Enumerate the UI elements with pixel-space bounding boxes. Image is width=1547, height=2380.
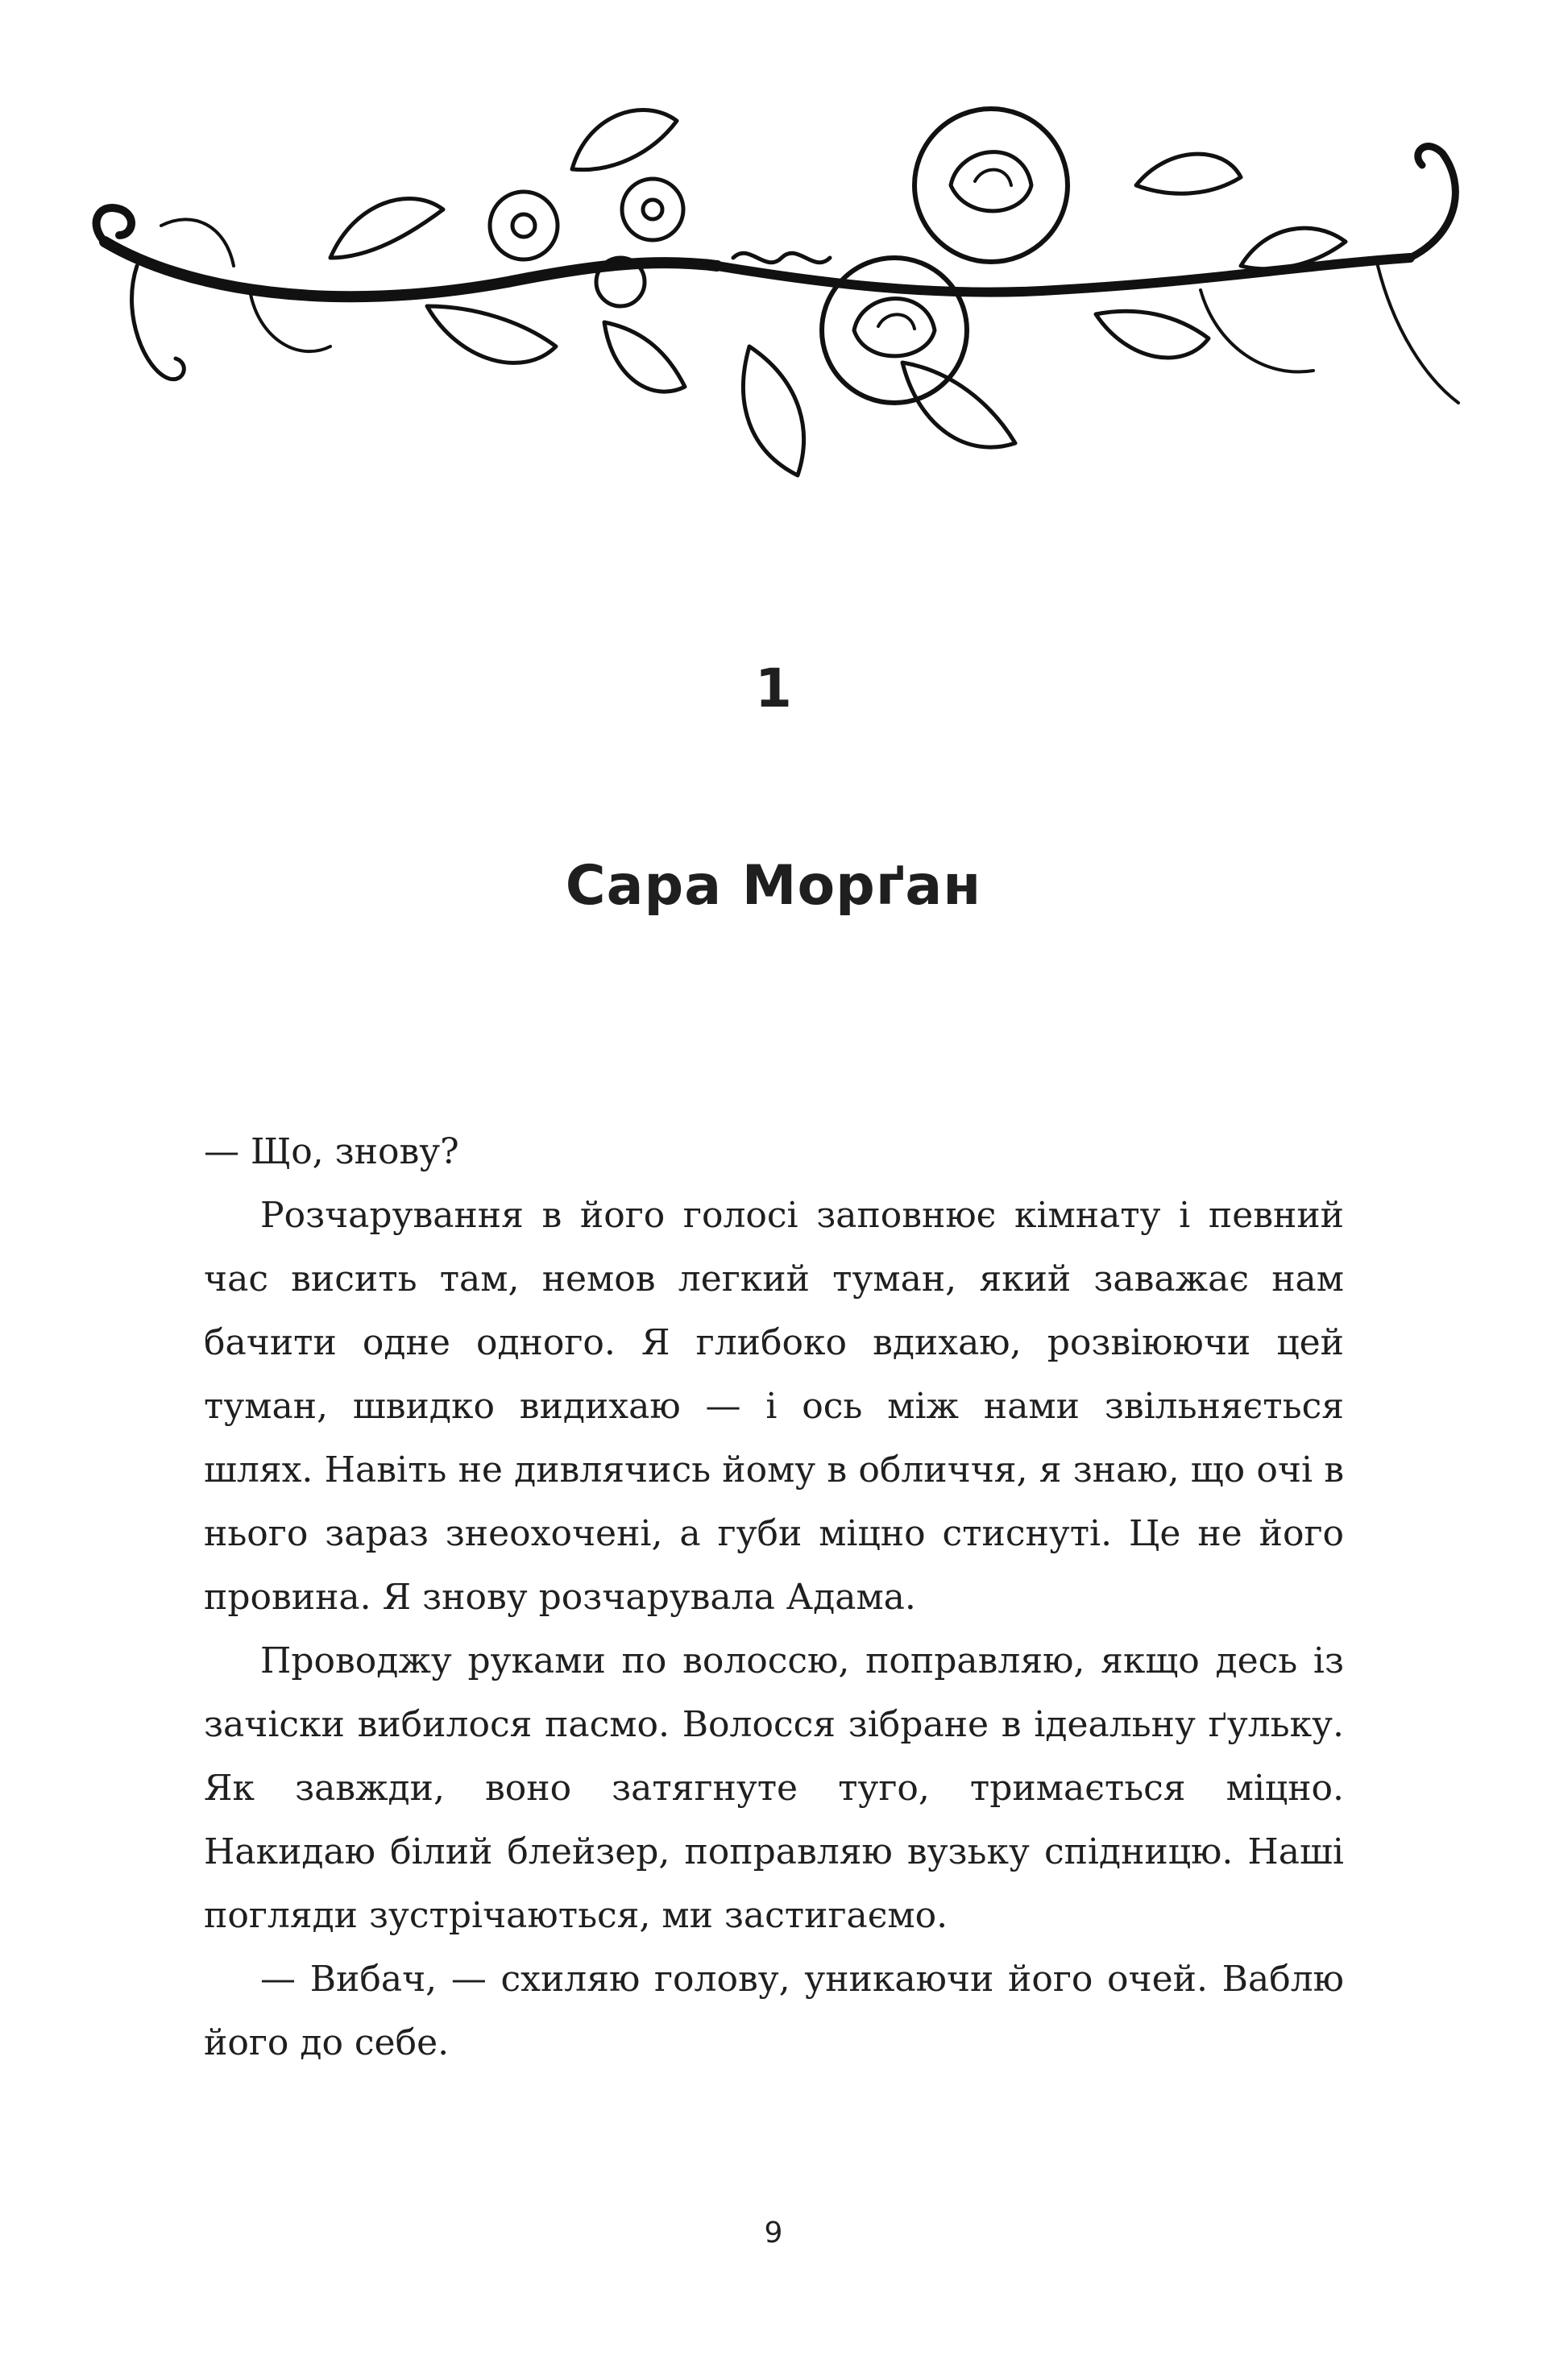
paragraph: Проводжу руками по волоссю, поправляю, якщо десь із зачіски вибилося пасмо. Волосся зібране в ідеальну ґульку. Як завжди, воно затягнуте туго, тримається міцно. Накидаю білий блейзер, поправляю вузьку спідницю. Наші погляди зустрічаються, ми застигаємо. [204, 1640, 1344, 1936]
paragraph: Розчарування в його голосі заповнює кімнату і певний час висить там, немов легкий туман, який заважає нам бачити одне одного. Я глибоко вдихаю, розвіюючи цей туман, швидко видихаю — і ось між нами звільняється шлях. Навіть не дивлячись йому в обличчя, я знаю, що очі в нього зараз знеохочені, а губи міцно стиснуті. Це не його провина. Я знову розчарувала Адама. [204, 1195, 1344, 1618]
page-number: 9 [764, 2216, 783, 2249]
chapter-number: 1 [755, 657, 792, 719]
chapter-body [204, 1120, 1344, 2075]
floral-ornament-illustration [89, 24, 1474, 508]
paragraph: — Що, знову? [204, 1131, 459, 1172]
chapter-title: Сара Морґан [565, 854, 982, 918]
paragraph: — Вибач, — схиляю голову, уникаючи його очей. Ваблю його до себе. [204, 1959, 1344, 2063]
